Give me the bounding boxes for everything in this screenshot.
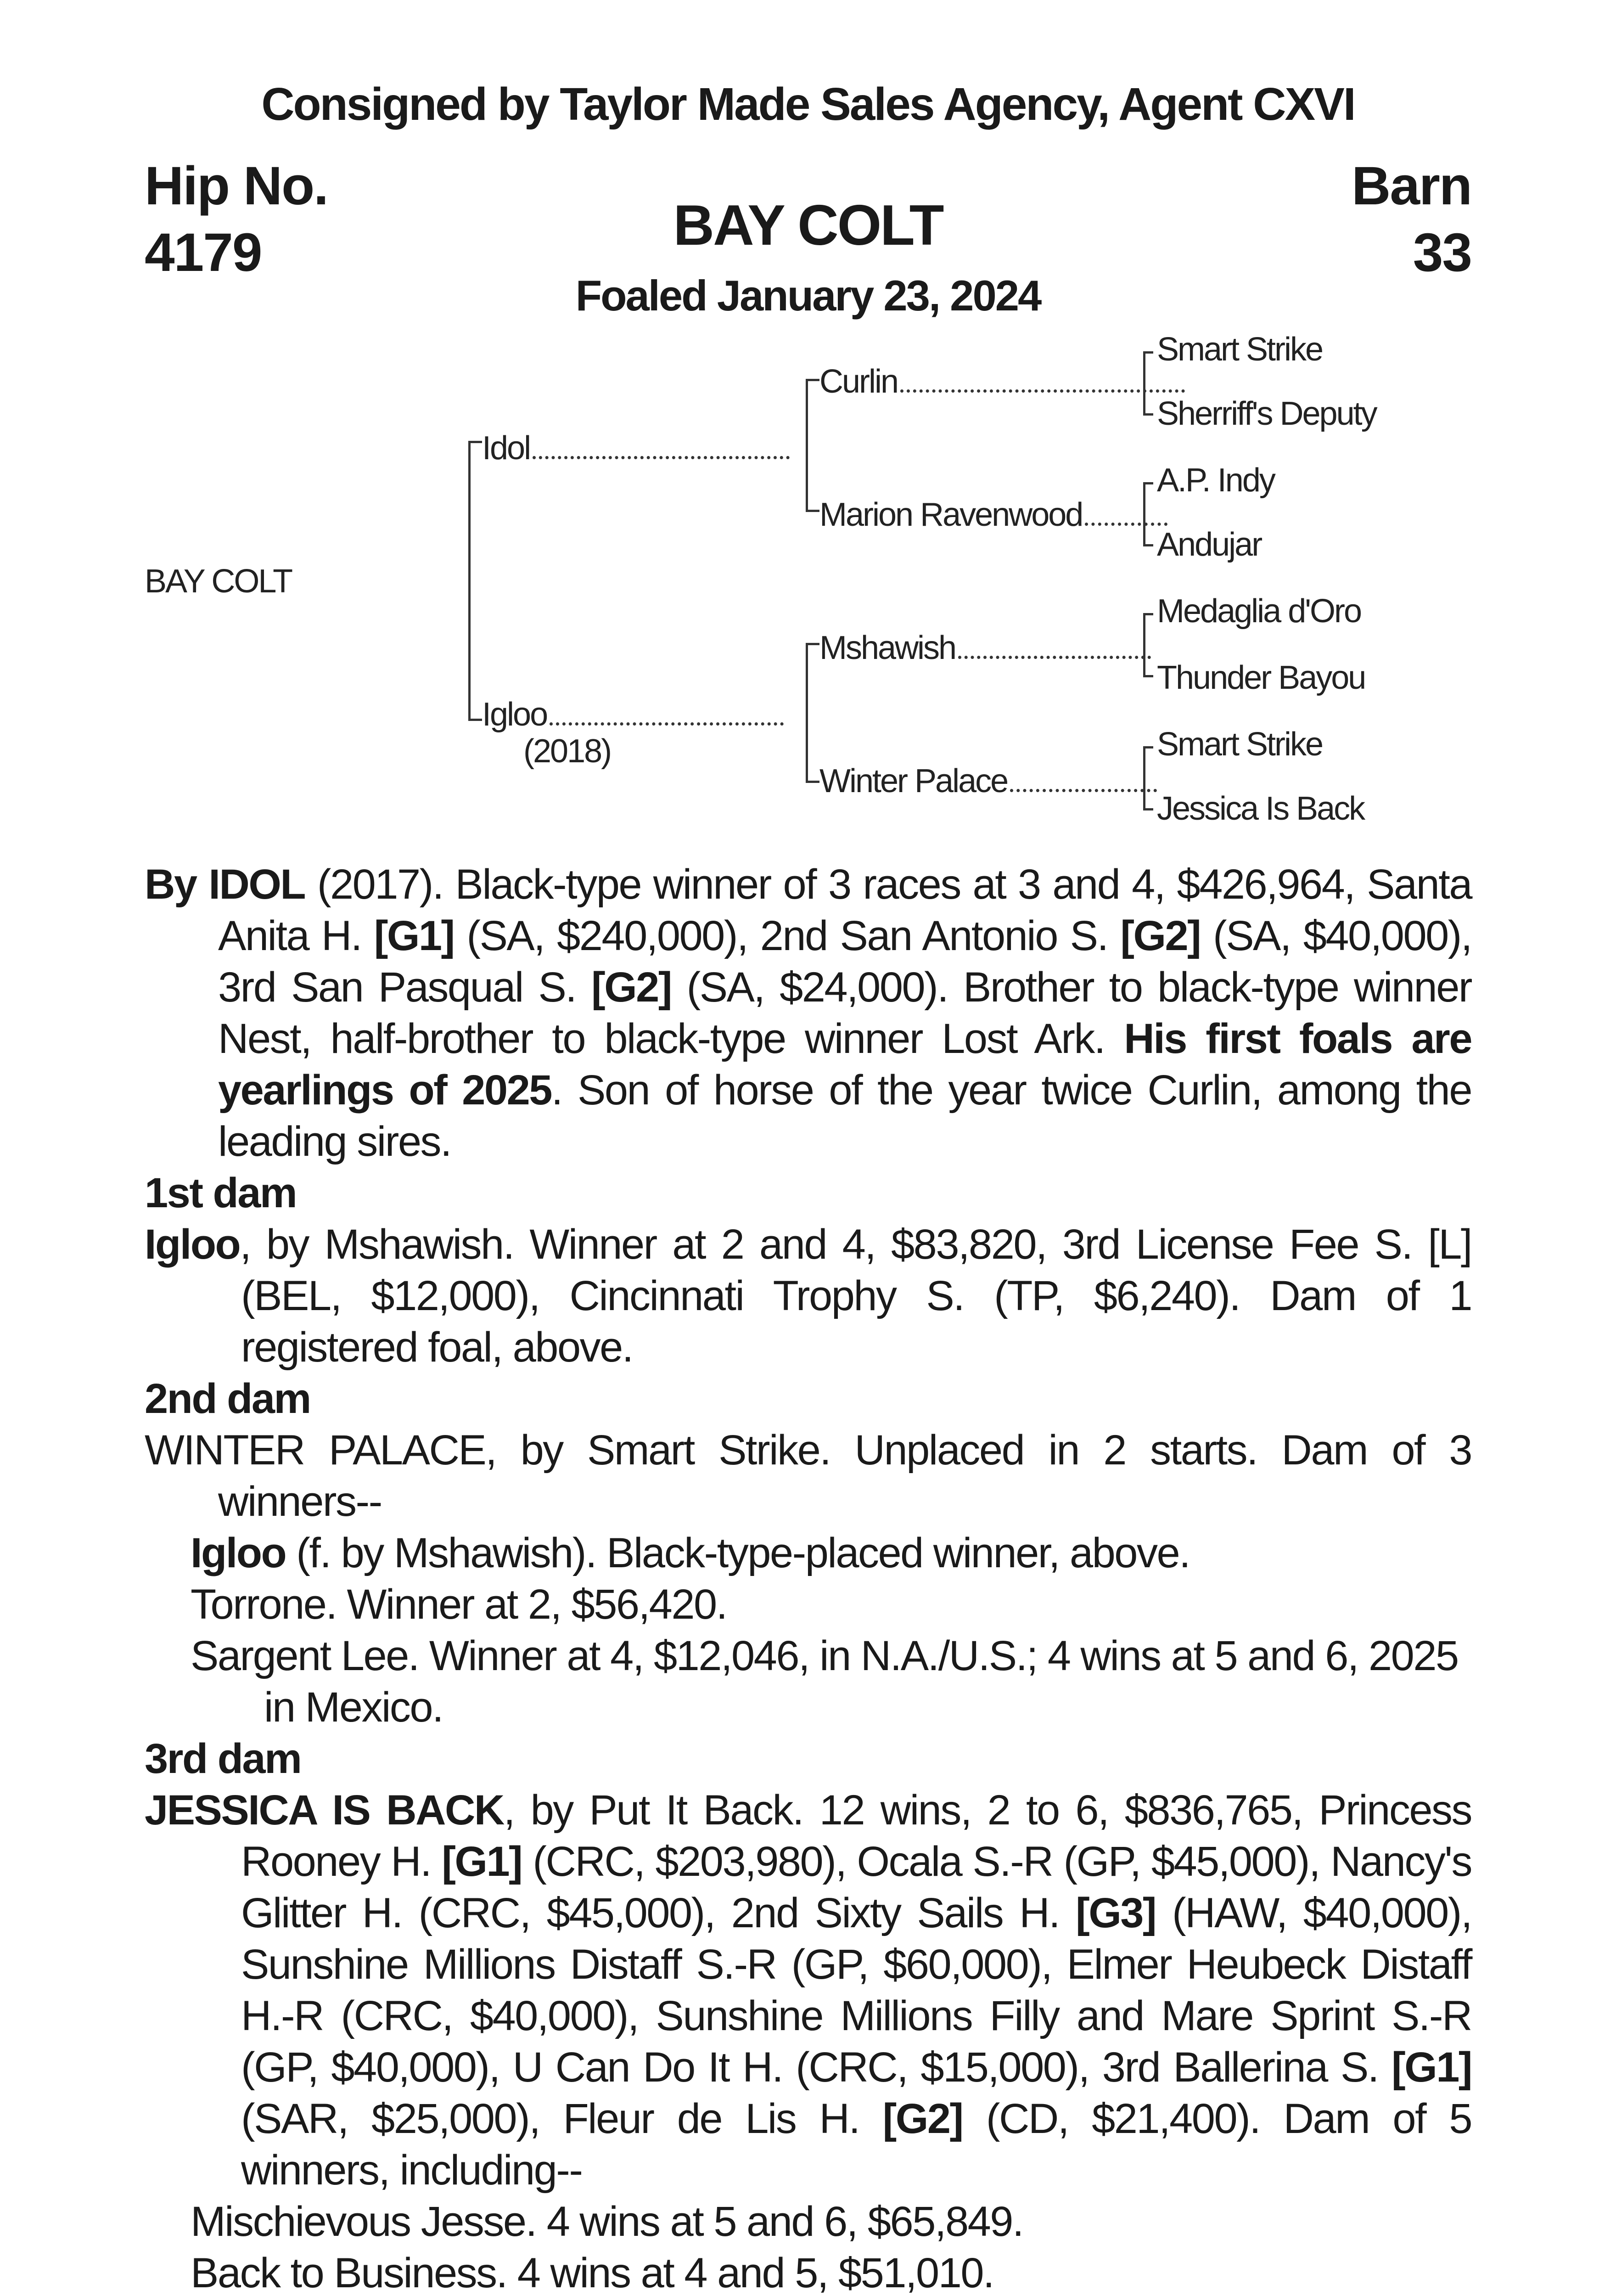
third-dam-heading: 3rd dam [145,1735,301,1782]
hip-label: Hip No. [145,156,328,216]
pedigree-tick [1143,351,1153,354]
pedigree-sire-dam: Marion Ravenwood [819,496,1167,534]
third-dam-paragraph: JESSICA IS BACK, by Put It Back. 12 wins, 2 to 6, $836,765, Princess Rooney H. [G1] (CRC, $203,980), Ocala S.-R (GP, $45,000), Nancy's Glitter H. (CRC, $45,000), 2nd Sixty Sails H. [G3] (HAW, $40,000), Sunshine Millions Distaff S.-R (GP, $60,000), Elmer Heubeck Distaff H.-R (CRC, $40,000), Sunshine Millions Filly and Mare Sprint S.-R (GP, $40,000), U Can Do It H. (CRC, $15,000), 3rd Ballerina S. [G1] (SAR, $25,000), Fleur de Lis H. [G2] (CD, $21,400). Dam of 5 winners, including-- [145,1787,1472,2194]
pedigree-bracket-gen1 [468,441,471,721]
foaled-date: Foaled January 23, 2024 [575,271,1041,320]
horse-title: BAY COLT [673,194,943,257]
pedigree-subject: BAY COLT [145,563,292,600]
pedigree-bracket-gen3 [1143,482,1145,546]
barn-number: 33 [1413,222,1471,283]
hip-number: 4179 [145,222,262,283]
barn-label: Barn [1352,156,1471,216]
pedigree-gen3-1: Smart Strike [1157,331,1323,368]
pedigree-tick [806,643,819,645]
pedigree-bracket-gen2 [806,643,808,783]
pedigree-bracket-gen3 [1143,613,1145,677]
pedigree-bracket-gen3 [1143,351,1145,416]
pedigree-tick [1143,808,1153,810]
pedigree-gen3-7: Smart Strike [1157,726,1323,763]
pedigree-dam-sire: Mshawish [819,629,1151,667]
pedigree-dam-year: (2018) [523,733,611,770]
second-dam-intro: WINTER PALACE, by Smart Strike. Unplaced in 2 starts. Dam of 3 winners-- [145,1427,1471,1525]
pedigree-bracket-gen2 [806,379,808,512]
first-dam-heading: 1st dam [145,1170,297,1216]
produce-item: Mischievous Jesse. 4 wins at 5 and 6, $65,849. [191,2198,1023,2245]
pedigree-tick [806,510,819,512]
pedigree-dam-dam: Winter Palace [819,762,1157,800]
pedigree-tick [1143,613,1153,615]
first-dam-paragraph: Igloo, by Mshawish. Winner at 2 and 4, $83,820, 3rd License Fee S. [L] (BEL, $12,000), Cincinnati Trophy S. (TP, $6,240). Dam of 1 registered foal, above. [145,1221,1471,1371]
sire-paragraph: By IDOL (2017). Black-type winner of 3 races at 3 and 4, $426,964, Santa Anita H. [G1] (SA, $240,000), 2nd San Antonio S. [G2] (SA, $40,000), 3rd San Pasqual S. [G2] (SA, $24,000). Brother to black-type winner Nest, half-brother to black-type winner Lost Ark. His first foals are yearlings of 2025. Son of horse of the year twice Curlin, among the leading sires. [145,861,1471,1165]
pedigree-tick [1143,746,1153,748]
pedigree-sire: Idol [482,429,790,467]
pedigree-tick [1143,413,1153,416]
pedigree-tick [468,441,482,443]
pedigree-tick [468,719,482,721]
pedigree-gen3-8: Jessica Is Back [1157,790,1364,827]
consignor-line: Consigned by Taylor Made Sales Agency, Agent CXVI [261,79,1355,130]
pedigree-dam: Igloo [482,696,784,733]
pedigree-tick [1143,675,1153,677]
pedigree-gen3-5: Medaglia d'Oro [1157,593,1361,630]
pedigree-gen3-3: A.P. Indy [1157,462,1274,499]
pedigree-tick [1143,482,1153,484]
produce-item: Igloo (f. by Mshawish). Black-type-placed winner, above. [191,1530,1190,1576]
pedigree-tick [806,379,819,381]
pedigree-bracket-gen3 [1143,746,1145,810]
pedigree-tick [806,781,819,783]
pedigree-tick [1143,544,1153,546]
pedigree-gen3-4: Andujar [1157,526,1262,563]
produce-item: Back to Business. 4 wins at 4 and 5, $51,010. [191,2250,994,2296]
second-dam-heading: 2nd dam [145,1375,310,1422]
produce-item: Torrone. Winner at 2, $56,420. [191,1581,727,1628]
pedigree-gen3-2: Sherriff's Deputy [1157,395,1376,432]
pedigree-gen3-6: Thunder Bayou [1157,659,1365,696]
produce-item: Sargent Lee. Winner at 4, $12,046, in N.A./U.S.; 4 wins at 5 and 6, 2025 in Mexico. [191,1632,1458,1731]
pedigree-sire-sire: Curlin [819,363,1185,400]
catalog-body [145,859,1471,2296]
